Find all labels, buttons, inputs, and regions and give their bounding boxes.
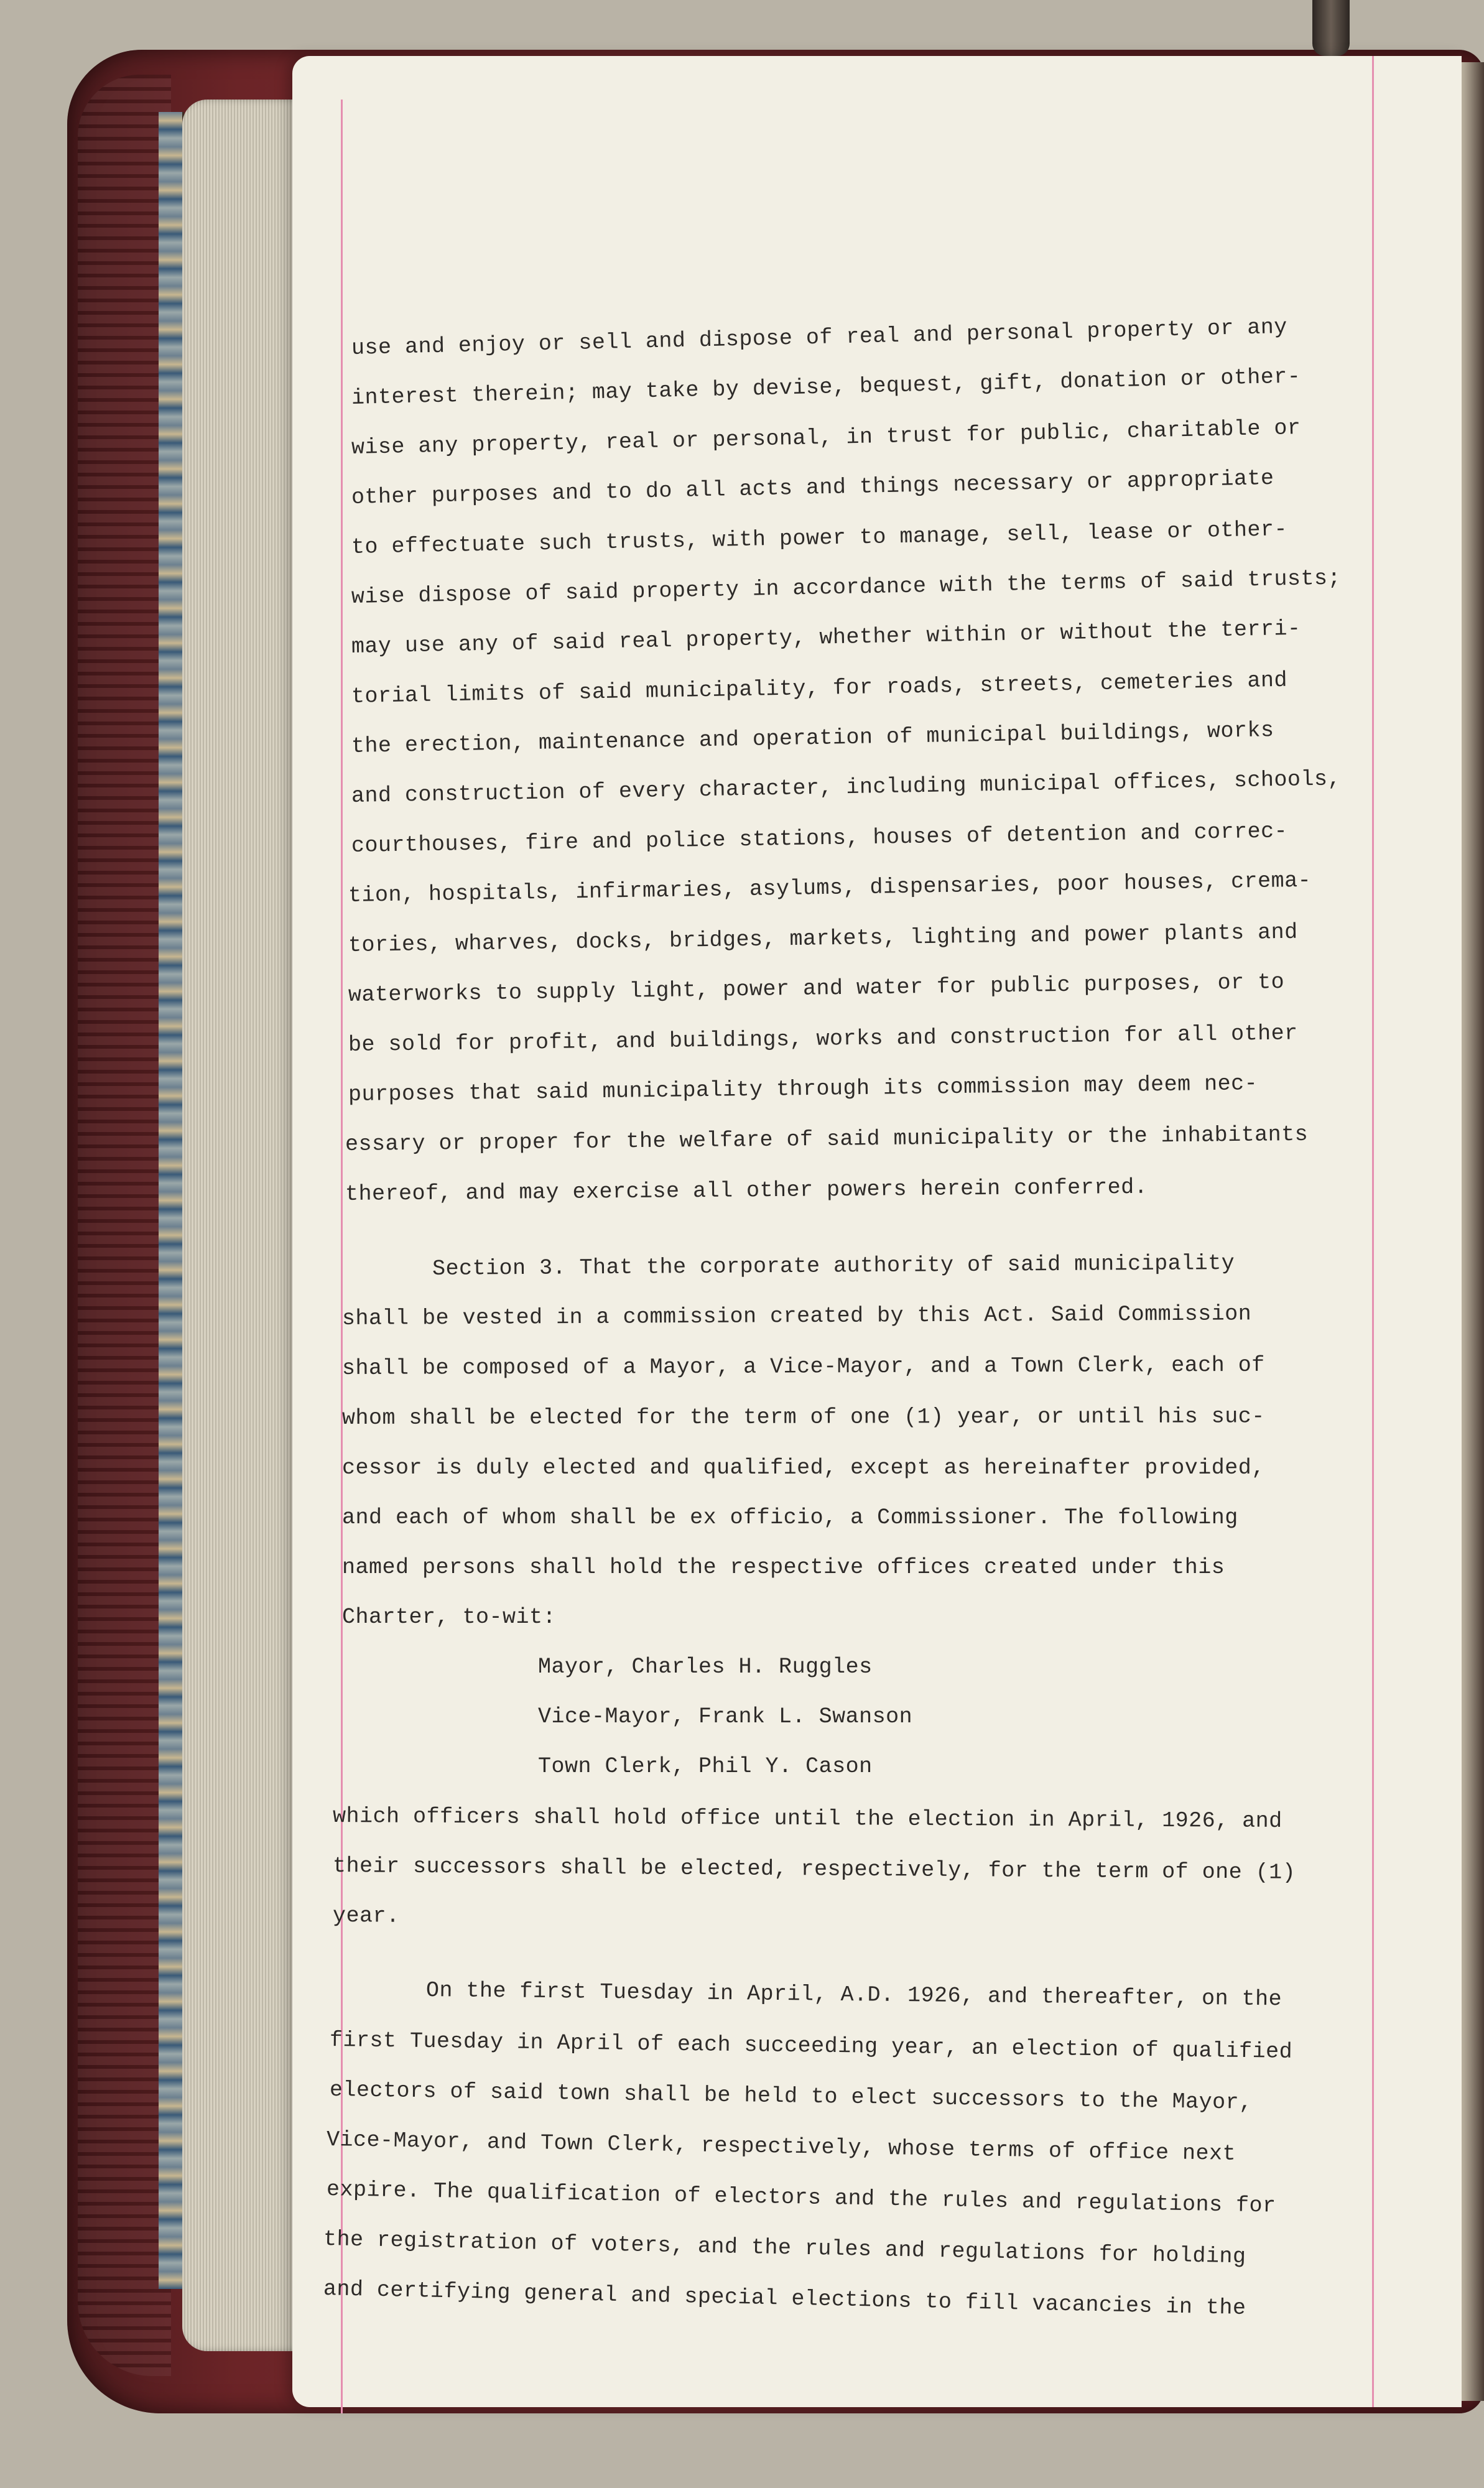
text-line: Vice-Mayor, and Town Clerk, respectively, whose terms of office next — [326, 2127, 1236, 2166]
left-margin-line — [341, 100, 343, 2413]
text-line: thereof, and may exercise all other powers herein conferred. — [345, 1174, 1148, 1207]
text-line: may use any of said real property, whether within or without the terri- — [351, 616, 1301, 659]
text-line: wise any property, real or personal, in trust for public, charitable or — [351, 415, 1301, 460]
text-line: their successors shall be elected, respectively, for the term of one (1) — [332, 1854, 1296, 1885]
text-line: tories, wharves, docks, bridges, markets, lighting and power plants and — [348, 919, 1298, 958]
binding-ridges — [78, 75, 171, 2376]
text-line: use and enjoy or sell and dispose of real and personal property or any — [351, 314, 1288, 361]
text-line: and certifying general and special elections to fill vacancies in the — [323, 2277, 1246, 2321]
text-line: interest therein; may take by devise, bequest, gift, donation or other- — [351, 364, 1301, 411]
text-line: Mayor, Charles H. Ruggles — [538, 1655, 873, 1679]
text-line: essary or proper for the welfare of said municipality or the inhabitants — [345, 1121, 1309, 1157]
text-line: the erection, maintenance and operation of municipal buildings, works — [351, 718, 1274, 759]
text-line: and construction of every character, including municipal offices, schools, — [351, 766, 1342, 809]
text-line: other purposes and to do all acts and things necessary or appropriate — [351, 465, 1274, 510]
book-clasp — [1312, 0, 1350, 56]
text-line: Section 3. That the corporate authority of said municipality — [432, 1250, 1235, 1281]
text-line: whom shall be elected for the term of one (1) year, or until his suc- — [341, 1404, 1265, 1431]
text-line: which officers shall hold office until the election in April, 1926, and — [332, 1804, 1282, 1834]
text-line: Charter, to-wit: — [342, 1605, 557, 1630]
text-line: be sold for profit, and buildings, works and construction for all other — [348, 1021, 1298, 1057]
text-line: the registration of voters, and the rules and regulations for holding — [323, 2227, 1246, 2270]
text-line: waterworks to supply light, power and water for public purposes, or to — [348, 969, 1285, 1008]
text-line: On the first Tuesday in April, A.D. 1926, and thereafter, on the — [425, 1978, 1282, 2012]
text-line: wise dispose of said property in accordance with the terms of said trusts; — [351, 565, 1342, 610]
text-line: Town Clerk, Phil Y. Cason — [538, 1754, 873, 1779]
text-line: courthouses, fire and police stations, houses of detention and correc- — [351, 819, 1288, 858]
text-line: expire. The qualification of electors and the rules and regulations for — [326, 2177, 1276, 2219]
text-line: torial limits of said municipality, for roads, streets, cemeteries and — [351, 667, 1288, 709]
text-line: tion, hospitals, infirmaries, asylums, dispensaries, poor houses, crema- — [348, 868, 1312, 908]
text-line: year. — [332, 1903, 400, 1929]
text-line: first Tuesday in April of each succeeding year, an election of qualified — [329, 2028, 1293, 2064]
text-line: named persons shall hold the respective offices created under this — [342, 1555, 1225, 1580]
text-line: shall be vested in a commission created by this Act. Said Commission — [341, 1301, 1252, 1331]
text-line: to effectuate such trusts, with power to manage, sell, lease or other- — [351, 517, 1288, 560]
text-line: electors of said town shall be held to elect successors to the Mayor, — [329, 2077, 1253, 2115]
text-line: cessor is duly elected and qualified, except as hereinafter provided, — [342, 1455, 1265, 1480]
text-line: and each of whom shall be ex officio, a Commissioner. The following — [342, 1505, 1238, 1530]
text-line: purposes that said municipality through its commission may deem nec- — [348, 1071, 1258, 1107]
text-line: shall be composed of a Mayor, a Vice-Mayor, and a Town Clerk, each of — [341, 1352, 1265, 1381]
marbled-page-edge — [159, 112, 184, 2289]
text-line: Vice-Mayor, Frank L. Swanson — [538, 1704, 913, 1729]
right-margin-line — [1372, 56, 1374, 2407]
